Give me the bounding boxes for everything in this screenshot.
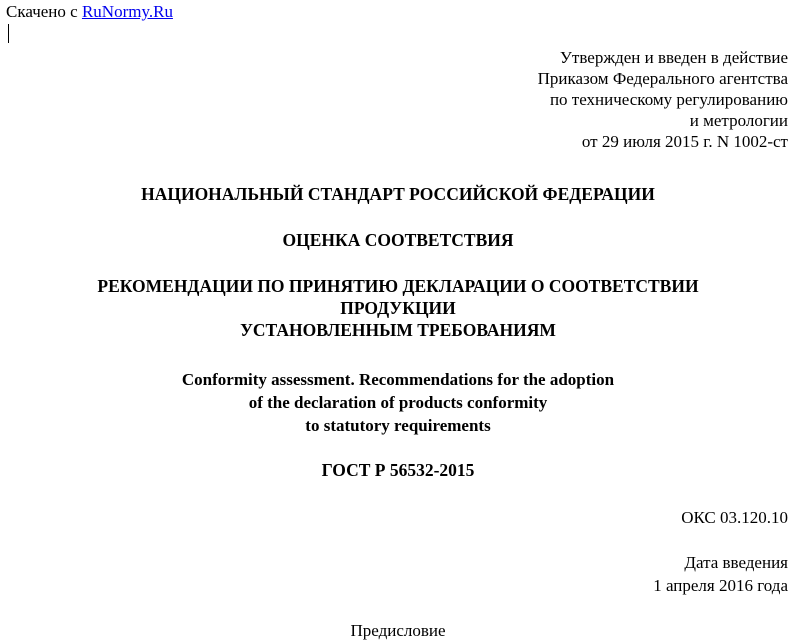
english-title-line: to statutory requirements (305, 416, 491, 435)
approval-line: по техническому регулированию (549, 90, 788, 109)
approval-block (538, 47, 788, 152)
preface-heading: Предисловие (350, 621, 446, 640)
approval-line: Приказом Федерального агентства (537, 69, 788, 88)
text-cursor (8, 24, 9, 43)
oks-code: ОКС 03.120.10 (681, 508, 788, 527)
assessment-title: ОЦЕНКА СООТВЕТСТВИЯ (282, 230, 514, 250)
download-prefix: Скачено с (6, 2, 78, 21)
download-source-line (6, 2, 173, 22)
recommendation-title (0, 275, 790, 341)
recommendation-title-line: ПРОДУКЦИИ (340, 298, 456, 318)
english-title-line: Conformity assessment. Recommendations for the adoption (181, 370, 615, 389)
approval-line: и метрологии (689, 111, 788, 130)
introduction-date: 1 апреля 2016 года (653, 576, 788, 595)
introduction-date-block (653, 551, 788, 597)
english-title-line: of the declaration of products conformity (248, 393, 548, 412)
standard-title: НАЦИОНАЛЬНЫЙ СТАНДАРТ РОССИЙСКОЙ ФЕДЕРАЦИИ (141, 184, 655, 204)
approval-line: Утвержден и введен в действие (559, 48, 788, 67)
approval-line: от 29 июля 2015 г. N 1002-ст (581, 132, 788, 151)
recommendation-title-line: УСТАНОВЛЕННЫМ ТРЕБОВАНИЯМ (240, 320, 556, 340)
introduction-label: Дата введения (684, 553, 788, 572)
runormy-link[interactable]: RuNormy.Ru (81, 2, 173, 21)
gost-number: ГОСТ Р 56532-2015 (321, 460, 475, 480)
english-title (0, 368, 790, 437)
recommendation-title-line: РЕКОМЕНДАЦИИ ПО ПРИНЯТИЮ ДЕКЛАРАЦИИ О СООТВЕТСТВИИ (97, 276, 699, 296)
